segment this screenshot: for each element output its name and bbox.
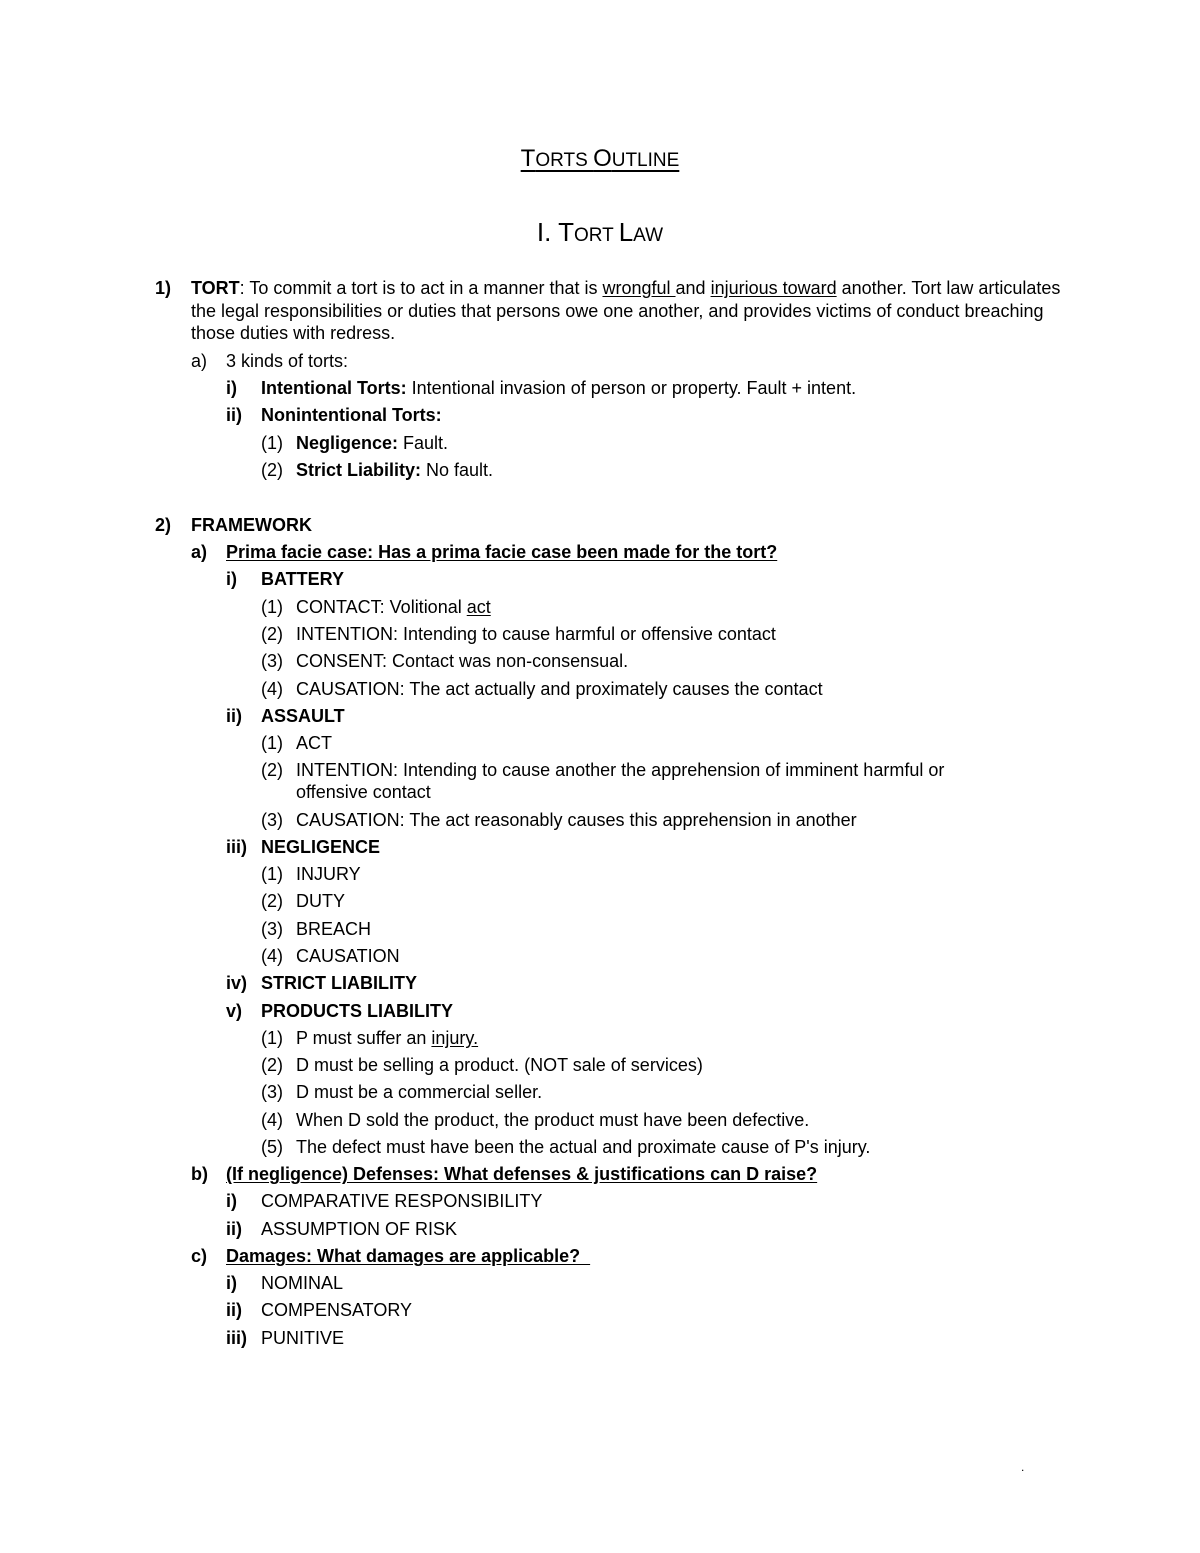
item-number: i) xyxy=(226,378,237,398)
list-item: ASSUMPTION OF RISK xyxy=(261,1219,458,1239)
strict-liability-definition: Strict Liability: No fault. xyxy=(296,460,494,480)
list-item: COMPARATIVE RESPONSIBILITY xyxy=(261,1191,543,1211)
list-item: PUNITIVE xyxy=(261,1328,345,1348)
negligence-definition: Negligence: Fault. xyxy=(296,433,449,453)
damages-heading: Damages: What damages are applicable? xyxy=(226,1246,591,1266)
list-item-continuation: offensive contact xyxy=(296,782,431,802)
nonintentional-torts: Nonintentional Torts: xyxy=(261,405,442,425)
list-item: D must be selling a product. (NOT sale of services) xyxy=(296,1055,703,1075)
item-number: iii) xyxy=(226,1328,247,1348)
products-liability-heading: PRODUCTS LIABILITY xyxy=(261,1001,453,1021)
defenses-heading: (If negligence) Defenses: What defenses & justifications can D raise? xyxy=(226,1164,818,1184)
negligence-heading: NEGLIGENCE xyxy=(261,837,381,857)
framework-heading: FRAMEWORK xyxy=(191,515,312,535)
wrongful-term: wrongful xyxy=(602,278,676,298)
item-number: i) xyxy=(226,1273,237,1293)
prima-facie-heading: Prima facie case: Has a prima facie case been made for the tort? xyxy=(226,542,778,562)
tort-definition: TORT: To commit a tort is to act in a manner that is wrongful and injurious toward another. Tort law articulates the legal responsibilities or duties that persons owe one another, and provides victims of conduct breaching those duties with redress. xyxy=(191,278,1061,343)
list-item: The defect must have been the actual and proximate cause of P's injury. xyxy=(296,1137,871,1157)
footer-mark: . xyxy=(1021,1460,1025,1474)
list-item: DUTY xyxy=(296,891,345,911)
item-number: (1) xyxy=(261,733,283,753)
assault-heading: ASSAULT xyxy=(261,706,345,726)
list-item: INTENTION: Intending to cause another the apprehension of imminent harmful or xyxy=(296,760,945,780)
item-number: (1) xyxy=(261,864,283,884)
item-number: 2) xyxy=(155,515,172,535)
list-item: CAUSATION xyxy=(296,946,400,966)
item-number: (2) xyxy=(261,891,283,911)
item-number: (4) xyxy=(261,679,283,699)
item-number: (2) xyxy=(261,1055,283,1075)
item-number: v) xyxy=(226,1001,243,1021)
list-item: When D sold the product, the product must have been defective. xyxy=(296,1110,810,1130)
battery-heading: BATTERY xyxy=(261,569,344,589)
item-number: ii) xyxy=(226,1300,242,1320)
item-number: (2) xyxy=(261,624,283,644)
item-number: ii) xyxy=(226,405,242,425)
list-item: CAUSATION: The act actually and proximately causes the contact xyxy=(296,679,823,699)
list-item: BREACH xyxy=(296,919,372,939)
list-item: NOMINAL xyxy=(261,1273,344,1293)
strict-liability-heading: STRICT LIABILITY xyxy=(261,973,417,993)
item-number: a) xyxy=(191,542,208,562)
list-item: CONTACT: Volitional act xyxy=(296,597,491,617)
item-number: (3) xyxy=(261,1082,283,1102)
list-item: P must suffer an injury. xyxy=(296,1028,479,1048)
list-item: CAUSATION: The act reasonably causes this apprehension in another xyxy=(296,810,857,830)
item-number: iii) xyxy=(226,837,247,857)
item-number: ii) xyxy=(226,1219,242,1239)
intentional-torts: Intentional Torts: Intentional invasion of person or property. Fault + intent. xyxy=(261,378,857,398)
kinds-of-torts: 3 kinds of torts: xyxy=(226,351,349,371)
item-number: b) xyxy=(191,1164,208,1184)
item-number: (3) xyxy=(261,810,283,830)
item-number: 1) xyxy=(155,278,172,298)
item-number: (1) xyxy=(261,1028,283,1048)
item-number: i) xyxy=(226,1191,237,1211)
item-number: ii) xyxy=(226,706,242,726)
item-number: a) xyxy=(191,351,208,371)
section-title: I. TORT LAW xyxy=(536,217,664,247)
list-item: CONSENT: Contact was non-consensual. xyxy=(296,651,629,671)
tort-term: TORT xyxy=(191,278,240,298)
injurious-term: injurious toward xyxy=(710,278,837,298)
item-number: c) xyxy=(191,1246,208,1266)
list-item: COMPENSATORY xyxy=(261,1300,413,1320)
item-number: (4) xyxy=(261,946,283,966)
list-item: ACT xyxy=(296,733,332,753)
list-item: INTENTION: Intending to cause harmful or offensive contact xyxy=(296,624,776,644)
item-number: (2) xyxy=(261,460,283,480)
item-number: iv) xyxy=(226,973,248,993)
item-number: (4) xyxy=(261,1110,283,1130)
list-item: INJURY xyxy=(296,864,361,884)
list-item: D must be a commercial seller. xyxy=(296,1082,543,1102)
page-title: TORTS OUTLINE xyxy=(520,145,680,172)
item-number: (1) xyxy=(261,597,283,617)
item-number: (3) xyxy=(261,651,283,671)
item-number: (5) xyxy=(261,1137,283,1157)
item-number: (1) xyxy=(261,433,283,453)
item-number: (2) xyxy=(261,760,283,780)
item-number: i) xyxy=(226,569,237,589)
item-number: (3) xyxy=(261,919,283,939)
